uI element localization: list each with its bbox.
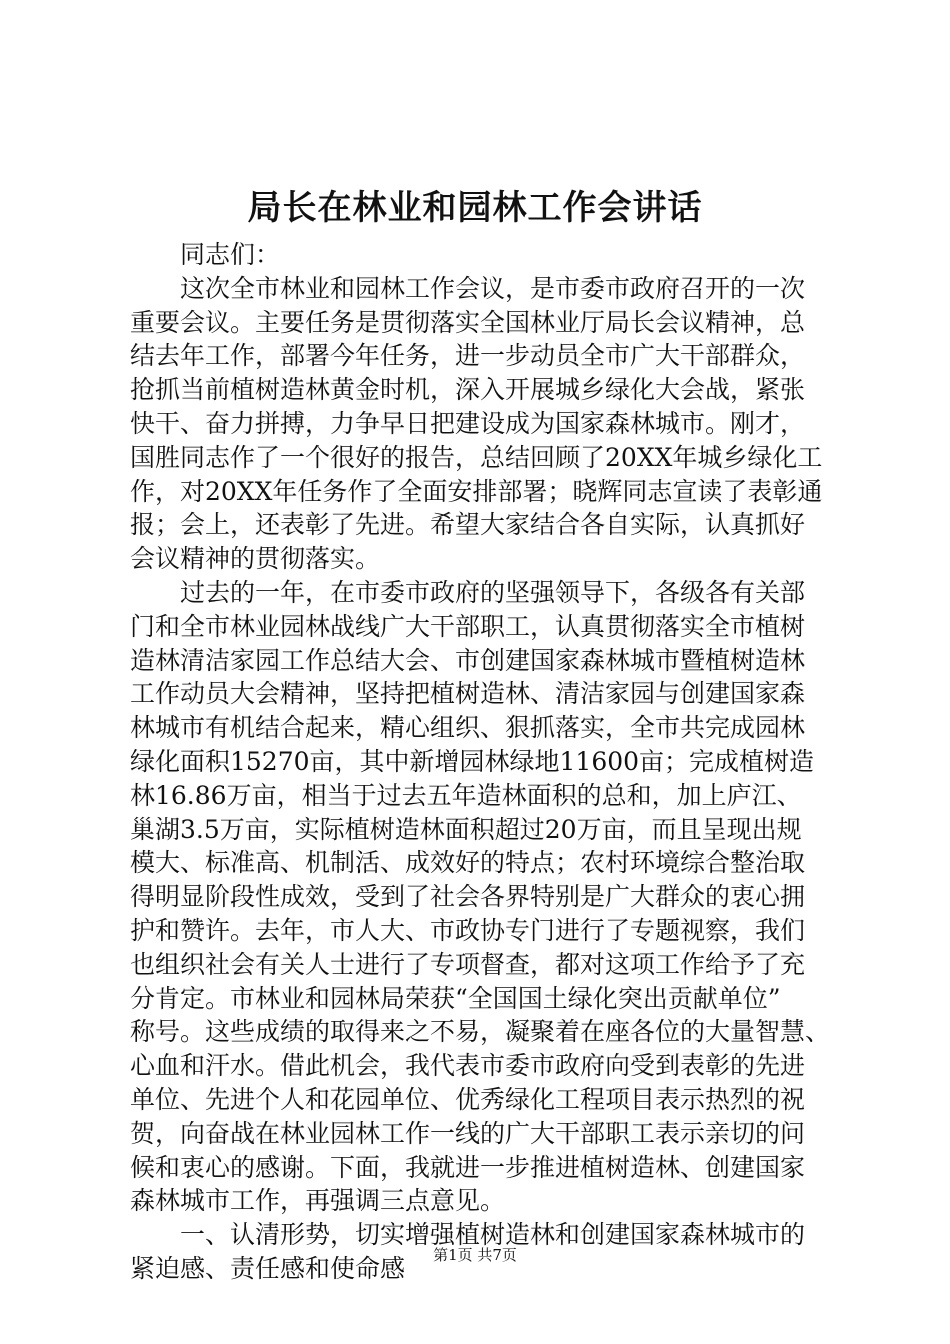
body-line: 绿化面积15270亩，其中新增园林绿地11600亩；完成植树造 xyxy=(130,746,815,776)
body-line: 单位、先进个人和花园单位、优秀绿化工程项目表示热烈的祝 xyxy=(130,1084,806,1114)
body-line: 造林清洁家园工作总结大会、市创建国家森林城市暨植树造林 xyxy=(130,645,806,675)
body-line: 贺，向奋战在林业园林工作一线的广大干部职工表示亲切的问 xyxy=(130,1118,806,1148)
body-line: 候和衷心的感谢。下面，我就进一步推进植树造林、创建国家 xyxy=(130,1152,806,1182)
page-indicator: 第1页 共7页 xyxy=(433,1246,517,1264)
body-line: 心血和汗水。借此机会，我代表市委市政府向受到表彰的先进 xyxy=(130,1051,806,1081)
body-line: 一、认清形势，切实增强植树造林和创建国家森林城市的 xyxy=(130,1220,806,1250)
body-line: 会议精神的贯彻落实。 xyxy=(130,544,381,574)
body-line: 重要会议。主要任务是贯彻落实全国林业厅局长会议精神，总 xyxy=(130,307,806,337)
body-line: 这次全市林业和园林工作会议，是市委市政府召开的一次 xyxy=(130,273,806,303)
body-line: 作，对20XX年任务作了全面安排部署；晓辉同志宣读了表彰通 xyxy=(130,476,823,506)
body-line: 结去年工作，部署今年任务，进一步动员全市广大干部群众， xyxy=(130,341,806,371)
body-line: 巢湖3.5万亩，实际植树造林面积超过20万亩，而且呈现出规 xyxy=(130,814,802,844)
body-line: 国胜同志作了一个很好的报告，总结回顾了20XX年城乡绿化工 xyxy=(130,442,823,472)
body-line: 过去的一年，在市委市政府的坚强领导下，各级各有关部 xyxy=(130,577,806,607)
body-line: 紧迫感、责任感和使命感 xyxy=(130,1253,406,1283)
body-line: 工作动员大会精神，坚持把植树造林、清洁家园与创建国家森 xyxy=(130,679,806,709)
body-line: 得明显阶段性成效，受到了社会各界特别是广大群众的衷心拥 xyxy=(130,882,806,912)
document-title: 局长在林业和园林工作会讲话 xyxy=(247,188,703,228)
body-line: 快干、奋力拼搏，力争早日把建设成为国家森林城市。刚才， xyxy=(130,408,806,438)
body-line: 同志们： xyxy=(130,240,281,269)
body-line: 报；会上，还表彰了先进。希望大家结合各自实际，认真抓好 xyxy=(130,510,806,540)
body-line: 也组织社会有关人士进行了专项督查，都对这项工作给予了充 xyxy=(130,949,806,979)
body-line: 林16.86万亩，相当于过去五年造林面积的总和，加上庐江、 xyxy=(130,780,802,810)
document-body xyxy=(130,238,850,1286)
body-line: 模大、标准高、机制活、成效好的特点；农村环境综合整治取 xyxy=(130,848,806,878)
body-line: 称号。这些成绩的取得来之不易，凝聚着在座各位的大量智慧、 xyxy=(130,1017,831,1047)
body-line: 抢抓当前植树造林黄金时机，深入开展城乡绿化大会战，紧张 xyxy=(130,375,806,405)
body-line: 林城市有机结合起来，精心组织、狠抓落实，全市共完成园林 xyxy=(130,713,806,743)
body-line: 护和赞许。去年，市人大、市政协专门进行了专题视察，我们 xyxy=(130,915,806,945)
body-line: 森林城市工作，再强调三点意见。 xyxy=(130,1186,506,1216)
body-line: 门和全市林业园林战线广大干部职工，认真贯彻落实全市植树 xyxy=(130,611,806,641)
body-line: 分肯定。市林业和园林局荣获“全国国土绿化突出贡献单位” xyxy=(130,983,781,1013)
